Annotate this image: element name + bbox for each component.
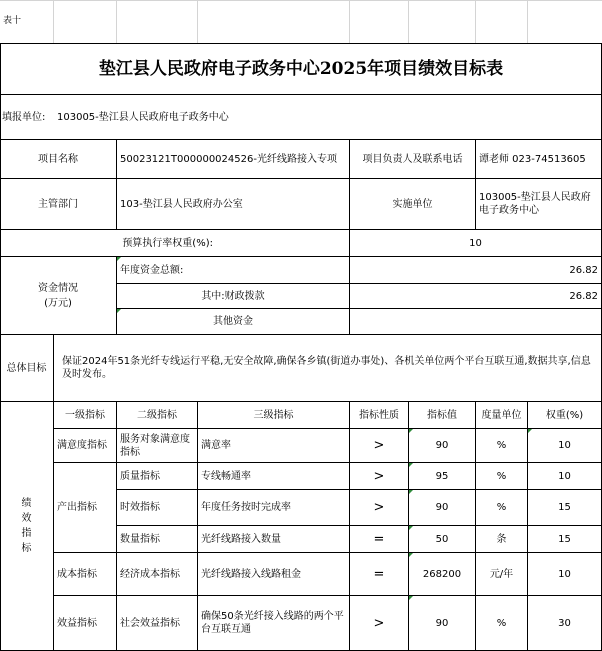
indicator-nature: > xyxy=(373,615,385,631)
indicator-value: 268200 xyxy=(422,568,462,580)
indicator-l1: 效益指标 xyxy=(57,617,97,629)
funds-total-value: 26.82 xyxy=(569,264,598,276)
indicator-unit: % xyxy=(496,470,507,482)
indicator-l2: 质量指标 xyxy=(120,470,160,482)
section-char: 指 xyxy=(21,528,32,539)
indicator-unit: % xyxy=(496,440,507,451)
funds-label-line1: 资金情况 xyxy=(38,282,78,294)
col-header-unit: 度量单位 xyxy=(481,409,522,421)
budget-rate-value: 10 xyxy=(469,237,482,249)
col-header-weight: 权重(%) xyxy=(545,409,584,421)
budget-rate-label: 预算执行率权重(%): xyxy=(122,237,213,249)
indicator-weight: 10 xyxy=(558,470,571,482)
indicator-l3: 专线畅通率 xyxy=(201,470,251,482)
funds-total-label: 年度资金总额: xyxy=(120,264,184,276)
indicator-value: 95 xyxy=(435,470,449,482)
indicator-value: 50 xyxy=(435,533,449,545)
col-header-l3: 三级指标 xyxy=(253,409,294,421)
indicator-unit: % xyxy=(496,502,507,513)
filler-value: 103005-垫江县人民政府电子政务中心 xyxy=(57,111,229,123)
indicator-l2: 社会效益指标 xyxy=(120,617,180,629)
indicator-weight: 30 xyxy=(558,617,571,629)
section-char: 效 xyxy=(21,513,32,524)
dept-label: 主管部门 xyxy=(38,198,78,210)
indicator-value: 90 xyxy=(435,440,449,451)
indicator-l3: 年度任务按时完成率 xyxy=(201,502,291,513)
project-name-value: 50023121T000000024526-光纤线路接入专项 xyxy=(120,153,337,165)
col-header-l1: 一级指标 xyxy=(65,409,105,421)
filler-label: 填报单位: xyxy=(2,111,46,123)
indicator-unit: 元/年 xyxy=(489,568,514,580)
contact-label: 项目负责人及联系电话 xyxy=(362,153,463,165)
indicator-l2: 服务对象满意度指标 xyxy=(120,433,190,458)
indicator-l3: 光纤线路接入线路租金 xyxy=(201,568,301,580)
dept-value: 103-垫江县人民政府办公室 xyxy=(120,198,243,210)
funds-label xyxy=(0,257,116,334)
indicator-nature: > xyxy=(373,500,385,515)
indicator-nature: > xyxy=(373,468,385,484)
funds-label-line2: (万元) xyxy=(44,297,72,309)
indicator-nature: = xyxy=(373,531,385,547)
indicator-value: 90 xyxy=(435,617,449,629)
impl-label: 实施单位 xyxy=(392,198,433,210)
indicator-nature: > xyxy=(373,438,385,453)
project-name-label: 项目名称 xyxy=(38,153,78,165)
section-char: 标 xyxy=(21,543,32,554)
page-title: 垫江县人民政府电子政务中心2025年项目绩效目标表 xyxy=(98,58,504,79)
impl-value: 103005-垫江县人民政府电子政务中心 xyxy=(479,192,591,216)
table-number: 表十 xyxy=(3,16,22,26)
indicator-nature: = xyxy=(373,566,385,582)
indicator-weight: 15 xyxy=(558,502,571,513)
indicator-weight: 10 xyxy=(558,440,571,451)
indicators-section-label xyxy=(0,402,53,650)
indicator-l2: 数量指标 xyxy=(120,533,160,545)
indicator-weight: 10 xyxy=(558,568,571,580)
indicator-unit: % xyxy=(496,617,507,629)
indicator-l2: 经济成本指标 xyxy=(120,568,180,580)
indicator-l2: 时效指标 xyxy=(120,502,160,513)
indicator-l3: 满意率 xyxy=(201,440,231,451)
col-header-value: 指标值 xyxy=(427,409,457,421)
goal-text: 保证2024年51条光纤专线运行平稳,无安全故障,确保各乡镇(街道办事处)、各机关单位两个平台互联互通,数据共享,信息及时发布。 xyxy=(62,356,591,380)
funds-finance-value: 26.82 xyxy=(569,290,598,302)
funds-other-label: 其他资金 xyxy=(213,316,253,327)
indicator-l1: 成本指标 xyxy=(57,568,97,580)
funds-finance-label: 其中:财政拨款 xyxy=(201,290,265,302)
indicator-l1: 产出指标 xyxy=(57,502,97,513)
goal-label: 总体目标 xyxy=(6,362,47,374)
contact-value: 谭老师 023-74513605 xyxy=(479,153,586,165)
indicator-value: 90 xyxy=(435,502,449,513)
funds-other-value xyxy=(350,309,601,334)
col-header-l2: 二级指标 xyxy=(137,409,177,421)
indicator-unit: 条 xyxy=(496,533,507,545)
indicator-l3: 确保50条光纤接入线路的两个平台互联互通 xyxy=(201,611,344,635)
indicator-l3: 光纤线路接入数量 xyxy=(201,533,281,545)
col-header-nature: 指标性质 xyxy=(359,409,399,421)
indicator-l1: 满意度指标 xyxy=(57,440,107,451)
indicator-weight: 15 xyxy=(558,533,571,545)
section-char: 绩 xyxy=(21,498,32,509)
